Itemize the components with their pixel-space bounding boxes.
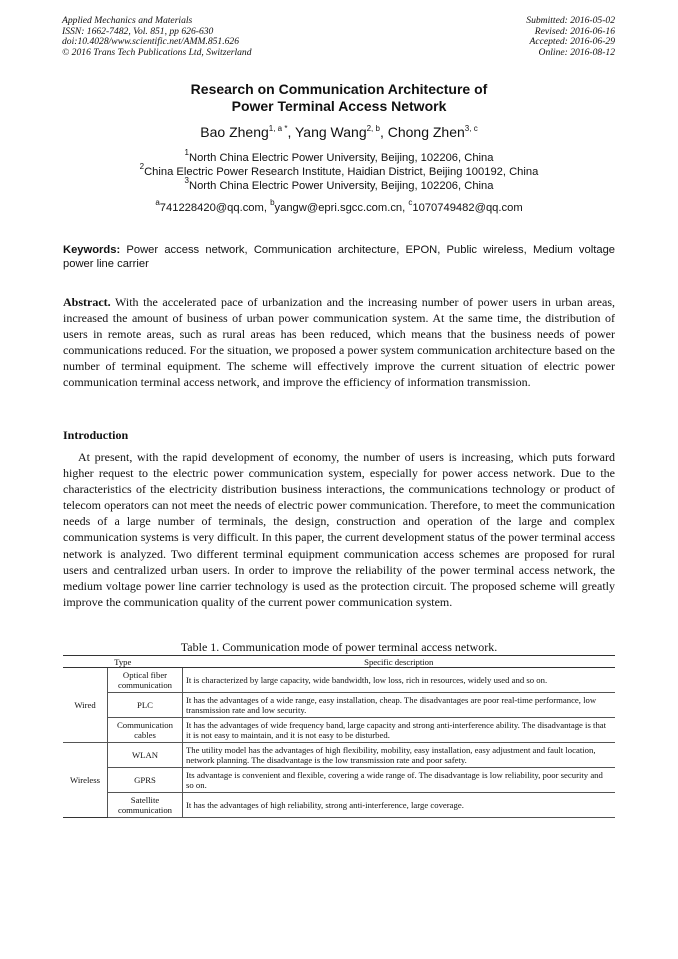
keywords-label: Keywords: — [63, 244, 121, 256]
keywords-text: Power access network, Communication architecture, EPON, Public wireless, Medium voltage power line carrier — [63, 244, 616, 270]
mode-description: It is characterized by large capacity, wide bandwidth, low loss, rich in resources, widely used and so on. — [183, 668, 616, 693]
communication-mode-table — [63, 655, 615, 818]
accepted-date: Accepted: 2016-06-29 — [529, 36, 615, 48]
affiliation-line: $^1$North China Electric Power University, Beijing, 102206, China — [184, 148, 494, 164]
column-header-description: Specific description — [183, 656, 616, 668]
mode-name: PLC — [108, 693, 183, 718]
mode-name: Optical fiber communication — [108, 668, 183, 693]
affiliation-line: $^3$North China Electric Power University, Beijing, 102206, China — [184, 176, 494, 193]
paper-title — [0, 81, 678, 115]
introduction-paragraph: At present, with the rapid development of economy, the number of users is increasing, which puts forward higher request to the electric power communication system, especially for power access network. Due to the characteristics of the electricity distribution business interactions, the communications technology or product of telecom operators can not meet the needs of electric power communication. Therefore, to meet the communication needs of a large number of terminals, the design, construction and operation of the large and complex communication systems is very difficult. In this paper, the current development status of the power terminal access network is analyzed. Two different terminal equipment communication access schemes are proposed for rural users and centralized urban users. In order to improve the reliability of the power terminal access network, the medium voltage power line carrier technology is used as the protection circuit. The proposed scheme will greatly improve the communication quality of the current power communication system. — [63, 450, 615, 609]
mode-name: GPRS — [108, 768, 183, 793]
author-emails: $^a$741228420@qq.com, $^b$yangw@epri.sgcc.com.cn, $^c$1070749482@qq.com — [155, 198, 523, 214]
journal-header-right — [526, 16, 615, 58]
mode-description: Its advantage is convenient and flexible, covering a wide range of. The disadvantage is low reliability, poor security and so on. — [183, 768, 616, 793]
section-heading-introduction: Introduction — [63, 428, 129, 442]
email-address: yangw@epri.sgcc.com.cn — [274, 202, 403, 214]
mode-description: It has the advantages of high reliability, strong anti-interference, large coverage. — [183, 793, 616, 818]
email-address: 1070749482@qq.com — [412, 202, 523, 214]
table-row — [63, 793, 615, 818]
table-row — [63, 718, 615, 743]
online-date: Online: 2016-08-12 — [538, 46, 615, 58]
mode-description: The utility model has the advantages of high flexibility, mobility, easy installation, easy adjustment and fault location, network planning. The disadvantage is the low transmission rate and poor safety. — [183, 743, 616, 768]
table-row — [63, 668, 615, 693]
mode-name: WLAN — [108, 743, 183, 768]
type-group-wired: Wired — [63, 668, 108, 743]
title-line-2: Power Terminal Access Network — [231, 98, 447, 114]
abstract-label: Abstract. — [63, 295, 111, 309]
mode-name: Communication cables — [108, 718, 183, 743]
title-line-1: Research on Communication Architecture of — [190, 81, 488, 97]
affiliation-line: $^2$China Electric Power Research Institute, Haidian District, Beijing 100192, China — [139, 162, 539, 179]
revised-date: Revised: 2016-06-16 — [534, 25, 615, 37]
type-group-wireless: Wireless — [63, 743, 108, 818]
email-address: 741228420@qq.com — [159, 202, 264, 214]
author-affiliation-mark: 2, b — [366, 124, 380, 133]
author-affiliation-mark: 3, c — [464, 124, 478, 133]
doi-line: doi:10.4028/www.scientific.net/AMM.851.626 — [62, 36, 240, 48]
submitted-date: Submitted: 2016-05-02 — [526, 15, 615, 26]
author-name: Chong Zhen — [387, 124, 465, 140]
abstract-block — [63, 294, 615, 391]
journal-header-left — [62, 16, 252, 58]
abstract-text: With the accelerated pace of urbanization and the increasing number of power users in urban areas, increased the amount of business of urban power communication system. At the same time, the distribution of users in remote areas, such as rural areas has been reduced, which means that the business needs of power communications reduced. For the situation, we proposed a power system communication architecture based on the number of terminal equipment. The scheme will effectively improve the current situation of electric power communication terminal access network, and improve the efficiency of information transmission. — [63, 295, 615, 390]
keywords-block — [63, 243, 615, 271]
journal-name: Applied Mechanics and Materials — [62, 15, 193, 26]
mode-description: It has the advantages of wide frequency band, large capacity and strong anti-interference ability. The disadvantage is that it is not easy to maintain, and it is not easy to be disturbed. — [183, 718, 616, 743]
mode-description: It has the advantages of a wide range, easy installation, cheap. The disadvantages are poor real-time performance, low transmission rate and low security. — [183, 693, 616, 718]
author-name: Yang Wang — [295, 124, 367, 140]
column-header-type: Type — [63, 656, 183, 668]
mode-name: Satellite communication — [108, 793, 183, 818]
table-row — [63, 743, 615, 768]
table-header-row — [63, 656, 615, 668]
affiliations — [0, 148, 678, 194]
author-list: Bao Zheng$^{1, a *}$, Yang Wang$^{2, b}$, Chong Zhen$^{3, c}$ — [200, 124, 478, 140]
issn-line: ISSN: 1662-7482, Vol. 851, pp 626-630 — [62, 25, 214, 37]
author-affiliation-mark: 1, a * — [268, 124, 288, 133]
author-name: Bao Zheng — [200, 124, 269, 140]
table-caption: Table 1. Communication mode of power terminal access network. — [180, 640, 498, 654]
table-row — [63, 768, 615, 793]
copyright-line: © 2016 Trans Tech Publications Ltd, Switzerland — [62, 46, 252, 58]
table-row — [63, 693, 615, 718]
